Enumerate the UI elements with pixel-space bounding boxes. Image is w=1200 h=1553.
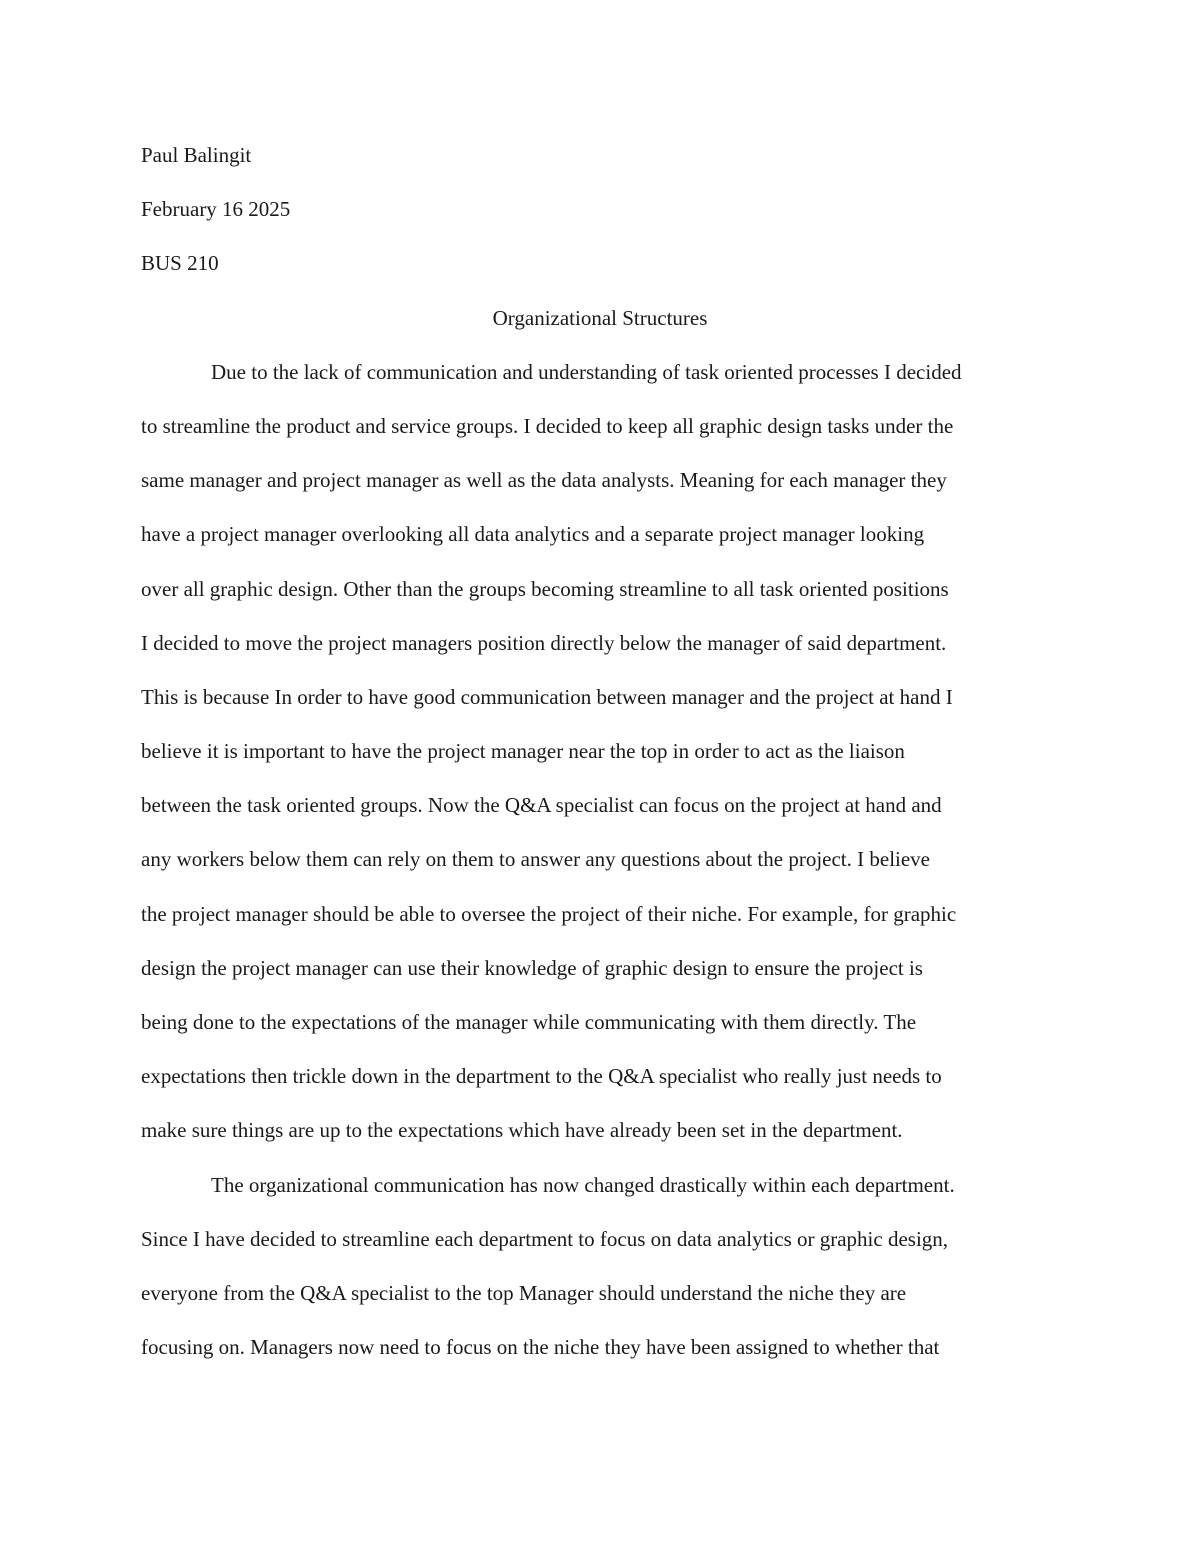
paragraph-line: the project manager should be able to oversee the project of their niche. For example, for graphic — [141, 901, 957, 926]
course-code: BUS 210 — [141, 251, 219, 276]
paragraph — [141, 345, 1059, 1158]
paragraph-line: being done to the expectations of the manager while communicating with them directly. The — [141, 1010, 917, 1034]
paragraph-line: everyone from the Q&A specialist to the top Manager should understand the niche they are — [141, 1280, 907, 1305]
paragraph — [141, 1158, 1059, 1375]
paragraph-line: expectations then trickle down in the department to the Q&A specialist who really just needs to — [141, 1064, 942, 1089]
paragraph-line: design the project manager can use their knowledge of graphic design to ensure the project is — [141, 955, 923, 980]
paragraph-line: any workers below them can rely on them to answer any questions about the project. I believe — [141, 847, 931, 872]
paragraph-line: have a project manager overlooking all data analytics and a separate project manager looking — [141, 522, 925, 547]
paragraph-line: between the task oriented groups. Now the Q&A specialist can focus on the project at hand and — [141, 793, 942, 818]
paragraph-line: make sure things are up to the expectations which have already been set in the department. — [141, 1118, 903, 1143]
paragraph-line: same manager and project manager as well as the data analysts. Meaning for each manager they — [141, 468, 947, 493]
paragraph-line: Since I have decided to streamline each department to focus on data analytics or graphic design, — [141, 1226, 949, 1251]
paragraph-line: The organizational communication has now changed drastically within each department. — [211, 1172, 955, 1197]
essay-title: Organizational Structures — [492, 305, 708, 330]
paragraph-line: to streamline the product and service groups. I decided to keep all graphic design tasks under the — [141, 413, 954, 438]
document-body — [141, 128, 1059, 1374]
paragraph-line: believe it is important to have the project manager near the top in order to act as the liaison — [141, 739, 905, 764]
paragraph-line: focusing on. Managers now need to focus on the niche they have been assigned to whether that — [141, 1335, 940, 1360]
paragraph-line: This is because In order to have good communication between manager and the project at hand I — [141, 684, 953, 709]
paragraph-line: Due to the lack of communication and understanding of task oriented processes I decided — [211, 359, 962, 384]
paragraph-line: over all graphic design. Other than the groups becoming streamline to all task oriented positions — [141, 576, 949, 601]
paragraph-line: I decided to move the project managers position directly below the manager of said department. — [141, 630, 947, 655]
author-name: Paul Balingit — [141, 143, 252, 167]
essay-date: February 16 2025 — [141, 197, 291, 222]
